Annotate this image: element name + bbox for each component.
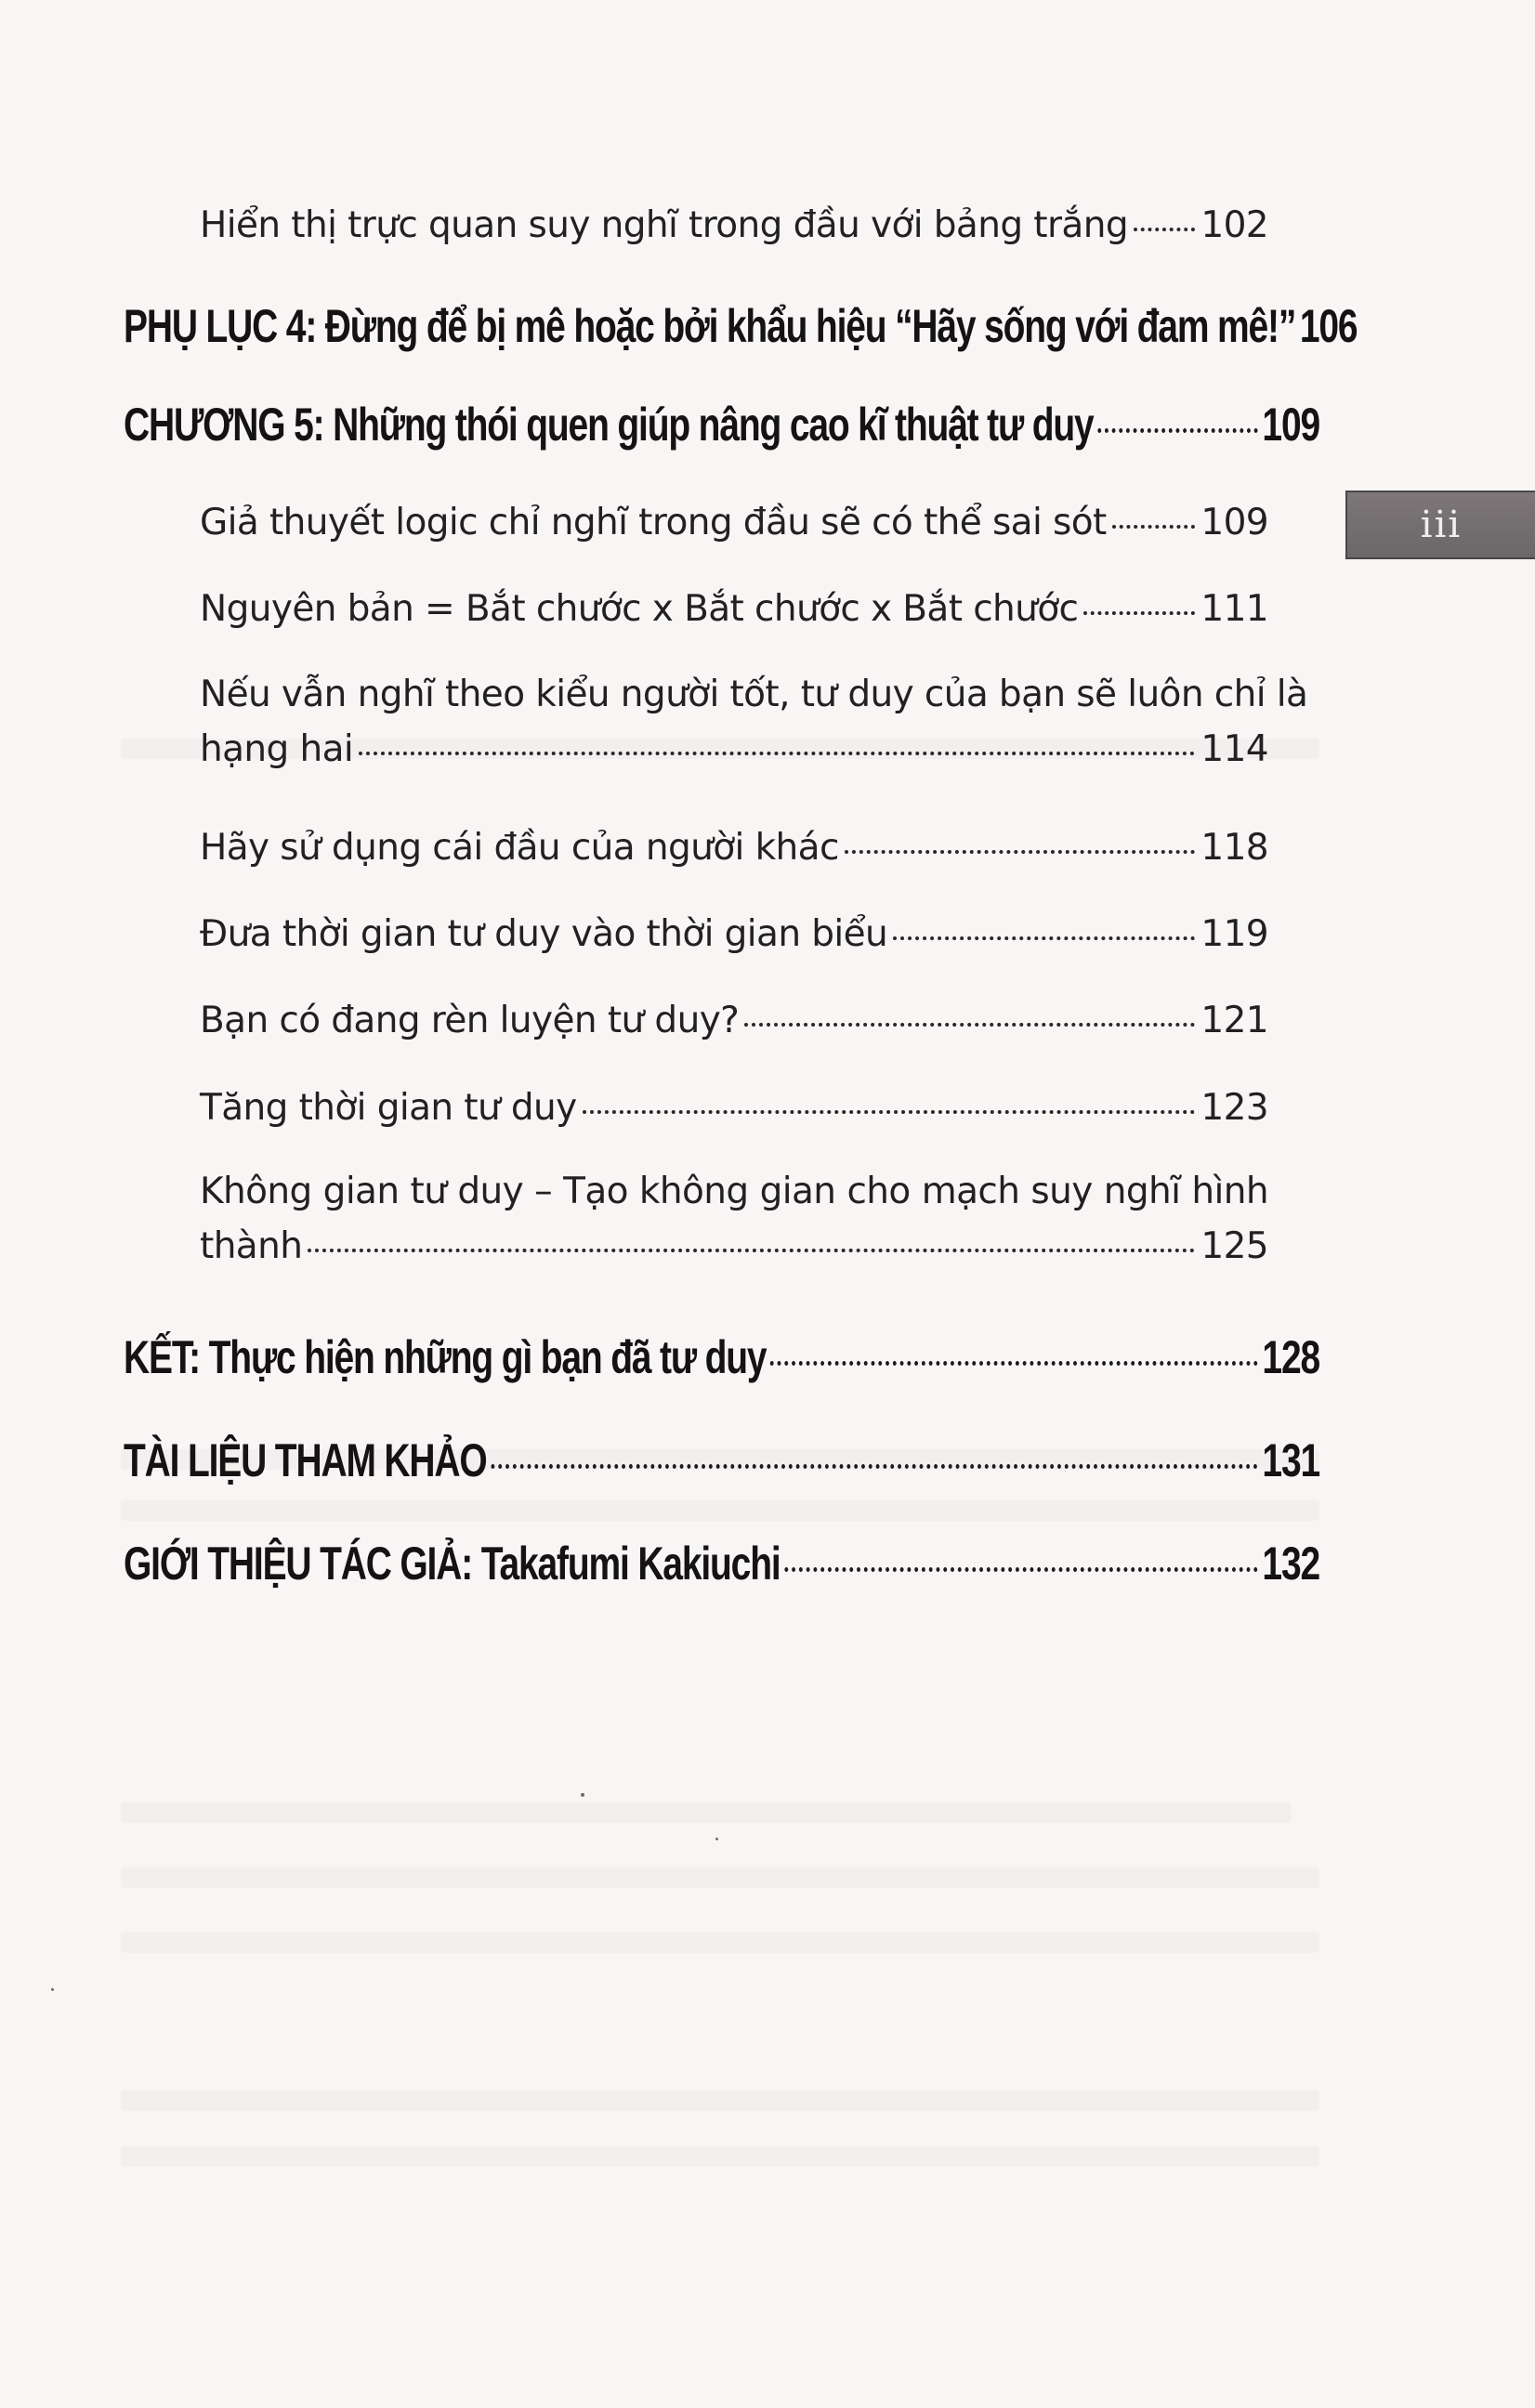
- toc-page-number: 109: [1200, 502, 1268, 543]
- paper-speck: [51, 1988, 54, 1991]
- toc-page-number: 131: [1262, 1434, 1319, 1486]
- leader-dots: [744, 1023, 1195, 1027]
- leader-dots: [491, 1464, 1257, 1469]
- toc-entry-whiteboard[interactable]: [200, 204, 1268, 246]
- toc-entry-title-line1: Không gian tư duy – Tạo không gian cho mạch suy nghĩ hình: [200, 1171, 1268, 1212]
- toc-entry-title: Đưa thời gian tư duy vào thời gian biểu: [200, 913, 888, 955]
- paper-speck: [715, 1838, 718, 1840]
- leader-dots: [583, 1110, 1196, 1114]
- leader-dots: [1134, 228, 1195, 231]
- toc-page-number: 125: [1200, 1225, 1268, 1267]
- toc-entry-title-line2-row: [200, 728, 1268, 770]
- toc-entry-title: Tăng thời gian tư duy: [200, 1087, 577, 1129]
- leader-dots: [845, 850, 1196, 854]
- leader-dots: [784, 1567, 1258, 1572]
- toc-page-number: 114: [1200, 728, 1268, 770]
- leader-dots: [893, 936, 1195, 940]
- toc-page-number: 128: [1262, 1331, 1319, 1383]
- toc-entry-title: PHỤ LỤC 4: Đừng để bị mê hoặc bởi khẩu hiệu “Hãy sống với đam mê!”: [124, 300, 1296, 352]
- leader-dots: [1083, 611, 1195, 615]
- toc-entry-title-line1: Nếu vẫn nghĩ theo kiểu người tốt, tư duy của bạn sẽ luôn chỉ là: [200, 674, 1308, 715]
- toc-entry-originality[interactable]: [200, 588, 1268, 630]
- toc-entry-chapter-5[interactable]: [124, 398, 1319, 452]
- toc-entry-others-head[interactable]: [200, 827, 1268, 869]
- leader-dots: [308, 1249, 1195, 1252]
- toc-entry-title: GIỚI THIỆU TÁC GIẢ: Takafumi Kakiuchi: [124, 1538, 781, 1590]
- bleed-through: [121, 1500, 1319, 1521]
- toc-entry-title: Hãy sử dụng cái đầu của người khác: [200, 827, 839, 869]
- toc-entry-title: Giả thuyết logic chỉ nghĩ trong đầu sẽ có thể sai sót: [200, 502, 1107, 543]
- toc-entry-appendix-4[interactable]: [124, 299, 1358, 353]
- toc-entry-title: Bạn có đang rèn luyện tư duy?: [200, 1000, 740, 1041]
- toc-entry-title: TÀI LIỆU THAM KHẢO: [124, 1434, 487, 1486]
- bleed-through: [121, 2146, 1319, 2166]
- toc-entry-training[interactable]: [200, 1000, 1268, 1041]
- toc-page-number: 132: [1262, 1538, 1319, 1590]
- bleed-through: [121, 1867, 1319, 1888]
- toc-entry-title: Hiển thị trực quan suy nghĩ trong đầu với bảng trắng: [200, 204, 1128, 246]
- leader-dots: [1097, 428, 1258, 433]
- toc-entry-thinking-space[interactable]: [200, 1171, 1268, 1267]
- page-number-tab: [1345, 491, 1535, 559]
- leader-dots: [770, 1361, 1258, 1366]
- toc-entry-title-line2: thành: [200, 1225, 303, 1267]
- bleed-through: [121, 1802, 1292, 1823]
- toc-entry-title: KẾT: Thực hiện những gì bạn đã tư duy: [124, 1331, 767, 1383]
- toc-entry-references[interactable]: [124, 1433, 1319, 1487]
- toc-page-number: 118: [1200, 827, 1268, 869]
- paper-speck: [581, 1793, 584, 1797]
- toc-page-number: 109: [1262, 399, 1319, 451]
- toc-page-number: 123: [1200, 1087, 1268, 1129]
- toc-entry-title: Nguyên bản = Bắt chước x Bắt chước x Bắt chước: [200, 588, 1079, 630]
- toc-entry-good-person[interactable]: [200, 674, 1308, 770]
- toc-entry-title: CHƯƠNG 5: Những thói quen giúp nâng cao kĩ thuật tư duy: [124, 399, 1094, 451]
- leader-dots: [359, 752, 1195, 755]
- bleed-through: [121, 1932, 1319, 1953]
- toc-entry-logic-hypothesis[interactable]: [200, 502, 1268, 543]
- toc-page-number: 119: [1200, 913, 1268, 955]
- tab-label: iii: [1420, 504, 1463, 546]
- toc-entry-schedule[interactable]: [200, 913, 1268, 955]
- toc-entry-title-line2: hạng hai: [200, 728, 354, 770]
- toc-entry-conclusion[interactable]: [124, 1330, 1319, 1384]
- toc-page-number: 106: [1299, 300, 1358, 352]
- toc-entry-about-author[interactable]: [124, 1537, 1319, 1590]
- toc-page-number: 121: [1200, 1000, 1268, 1041]
- bleed-through: [121, 2090, 1319, 2111]
- leader-dots: [1112, 525, 1196, 529]
- toc-page-number: 111: [1200, 588, 1268, 630]
- toc-page-number: 102: [1200, 204, 1268, 246]
- toc-entry-title-line2-row: [200, 1225, 1268, 1267]
- toc-entry-increase-time[interactable]: [200, 1087, 1268, 1129]
